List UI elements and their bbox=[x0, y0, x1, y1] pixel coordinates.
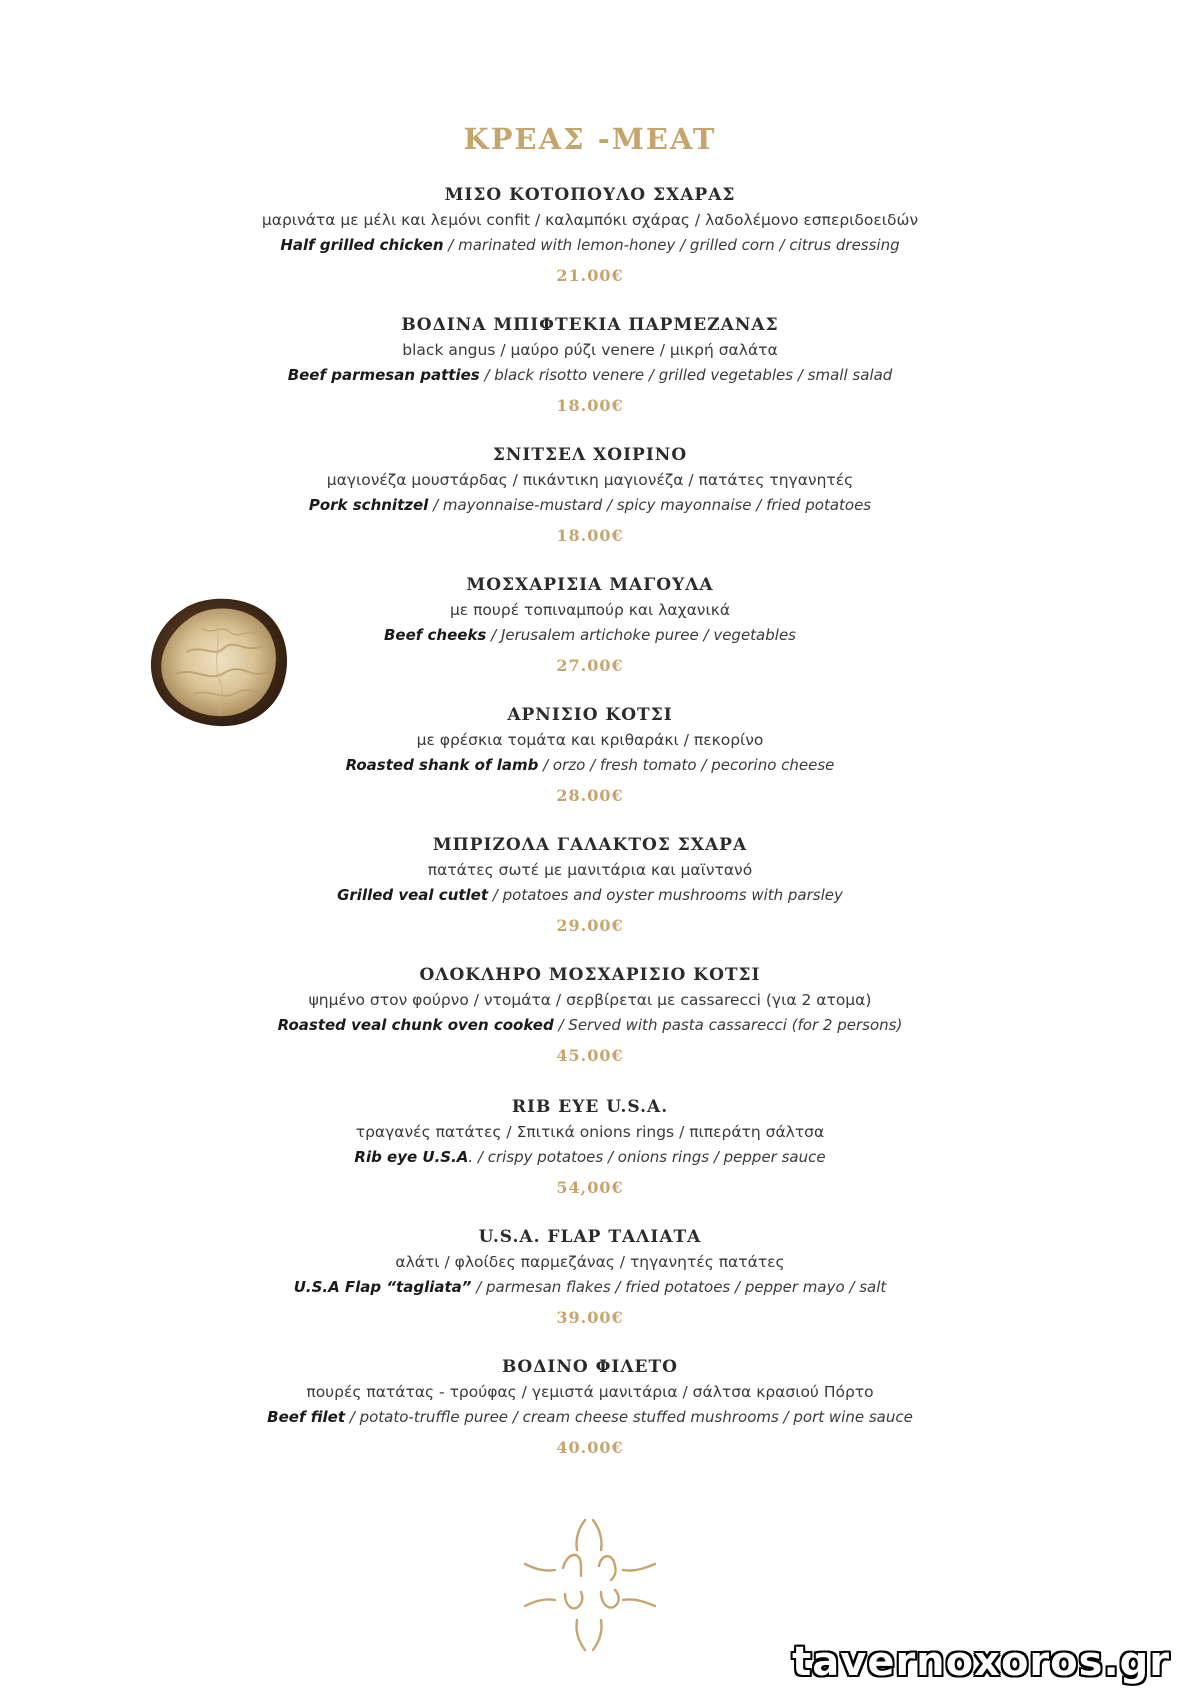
dish-english-name: Beef parmesan patties bbox=[287, 366, 480, 384]
dish-price: 39.00€ bbox=[556, 1308, 624, 1327]
dish-english-details: / Served with pasta cassarecci (for 2 persons) bbox=[553, 1016, 903, 1034]
dish-list bbox=[0, 184, 1180, 1486]
dish-description-greek: μαρινάτα με μέλι και λεμόνι confit / καλαμπόκι σχάρας / λαδολέμονο εσπεριδοειδών bbox=[261, 211, 919, 229]
dish-english-name: Pork schnitzel bbox=[308, 496, 429, 514]
dish-description-english bbox=[0, 884, 1180, 915]
dish-price: 54,00€ bbox=[556, 1178, 624, 1197]
dish-description-english bbox=[0, 1406, 1180, 1437]
section-title: ΚΡΕΑΣ -MEAT bbox=[463, 122, 717, 156]
dish-description-greek: τραγανές πατάτες / Σπιτικά onions rings / πιπεράτη σάλτσα bbox=[355, 1123, 825, 1141]
dish-name: ΣΝΙΤΣΕΛ ΧΟΙΡΙΝΟ bbox=[492, 445, 688, 465]
dish-item bbox=[0, 964, 1180, 1096]
dish-price: 18.00€ bbox=[556, 526, 624, 545]
dish-price: 40.00€ bbox=[556, 1438, 624, 1457]
dish-description-greek: black angus / μαύρο ρύζι venere / μικρή σαλάτα bbox=[402, 341, 778, 359]
dish-english-details: / black risotto venere / grilled vegetables / small salad bbox=[479, 366, 893, 384]
dish-english-name: Beef cheeks bbox=[384, 626, 487, 644]
dish-english-details: / Jerusalem artichoke puree / vegetables bbox=[486, 626, 796, 644]
dish-description-greek: μαγιονέζα μουστάρδας / πικάντικη μαγιονέζα / πατάτες τηγανητές bbox=[326, 471, 854, 489]
dish-english-name: Roasted veal chunk oven cooked bbox=[277, 1016, 554, 1034]
dish-item bbox=[0, 834, 1180, 964]
dish-description-english bbox=[0, 1014, 1180, 1045]
dish-price: 28.00€ bbox=[556, 786, 624, 805]
dish-description-greek: πατάτες σωτέ με μανιτάρια και μαϊντανό bbox=[427, 861, 753, 879]
dish-description-english bbox=[0, 1146, 1180, 1177]
truffle-image bbox=[146, 592, 294, 732]
dish-price: 21.00€ bbox=[556, 266, 624, 285]
dish-description-english bbox=[0, 234, 1180, 265]
dish-description-greek: με φρέσκια τομάτα και κριθαράκι / πεκορίνο bbox=[416, 731, 764, 749]
dish-name: ΜΠΡΙΖΟΛΑ ΓΑΛΑΚΤΟΣ ΣΧΑΡΑ bbox=[432, 835, 748, 855]
dish-name: ΑΡΝΙΣΙΟ ΚΟΤΣΙ bbox=[507, 705, 673, 725]
dish-price: 29.00€ bbox=[556, 916, 624, 935]
dish-price: 45.00€ bbox=[556, 1046, 624, 1065]
dish-description-english bbox=[0, 754, 1180, 785]
dish-name: ΜΟΣΧΑΡΙΣΙΑ ΜΑΓΟΥΛΑ bbox=[466, 575, 714, 595]
dish-description-english bbox=[0, 1276, 1180, 1307]
dish-english-name: Half grilled chicken bbox=[280, 236, 444, 254]
watermark: tavernoxoros.gr bbox=[792, 1639, 1170, 1685]
dish-english-name: U.S.A Flap “tagliata” bbox=[293, 1278, 472, 1296]
dish-item bbox=[0, 1096, 1180, 1226]
dish-item bbox=[0, 1226, 1180, 1356]
dish-english-details: / potato-truffle puree / cream cheese stuffed mushrooms / port wine sauce bbox=[345, 1408, 913, 1426]
dish-english-name: Grilled veal cutlet bbox=[337, 886, 489, 904]
dish-name: ΟΛΟΚΛΗΡΟ ΜΟΣΧΑΡΙΣΙΟ ΚΟΤΣΙ bbox=[419, 965, 761, 985]
dish-english-details: . / crispy potatoes / onions rings / pepper sauce bbox=[468, 1148, 826, 1166]
dish-english-details: / orzo / fresh tomato / pecorino cheese bbox=[538, 756, 835, 774]
dish-price: 18.00€ bbox=[556, 396, 624, 415]
dish-item bbox=[0, 444, 1180, 574]
dish-name: ΜΙΣΟ ΚΟΤΟΠΟΥΛΟ ΣΧΑΡΑΣ bbox=[444, 185, 736, 205]
dish-description-english bbox=[0, 364, 1180, 395]
dish-item bbox=[0, 314, 1180, 444]
dish-english-details: / potatoes and oyster mushrooms with parsley bbox=[488, 886, 843, 904]
dish-name: RIB EYE U.S.A. bbox=[511, 1097, 669, 1117]
dish-english-details: / mayonnaise-mustard / spicy mayonnaise / fried potatoes bbox=[428, 496, 872, 514]
dish-item bbox=[0, 1356, 1180, 1486]
dish-name: ΒΟΔΙΝΑ ΜΠΙΦΤΕΚΙΑ ΠΑΡΜΕΖΑΝΑΣ bbox=[401, 315, 779, 335]
dish-name: ΒΟΔΙΝΟ ΦΙΛΕΤΟ bbox=[502, 1357, 678, 1377]
dish-english-name: Roasted shank of lamb bbox=[345, 756, 539, 774]
dish-item bbox=[0, 184, 1180, 314]
dish-description-greek: με πουρέ τοπιναμπούρ και λαχανικά bbox=[449, 601, 731, 619]
dish-description-english bbox=[0, 494, 1180, 525]
dish-english-name: Rib eye U.S.A bbox=[354, 1148, 469, 1166]
dish-english-name: Beef filet bbox=[267, 1408, 345, 1426]
dish-price: 27.00€ bbox=[556, 656, 624, 675]
dish-english-details: / parmesan flakes / fried potatoes / pepper mayo / salt bbox=[471, 1278, 887, 1296]
dish-description-greek: πουρές πατάτας - τρούφας / γεμιστά μανιτάρια / σάλτσα κρασιού Πόρτο bbox=[306, 1383, 874, 1401]
dish-description-greek: ψημένο στον φούρνο / ντομάτα / σερβίρεται με cassarecci (για 2 ατομα) bbox=[308, 991, 872, 1009]
dish-name: U.S.A. FLAP ΤΑΛΙΑΤΑ bbox=[478, 1227, 702, 1247]
ornamental-logo-icon bbox=[515, 1510, 665, 1660]
dish-english-details: / marinated with lemon-honey / grilled corn / citrus dressing bbox=[443, 236, 900, 254]
dish-description-greek: αλάτι / φλοίδες παρμεζάνας / τηγανητές πατάτες bbox=[395, 1253, 785, 1271]
